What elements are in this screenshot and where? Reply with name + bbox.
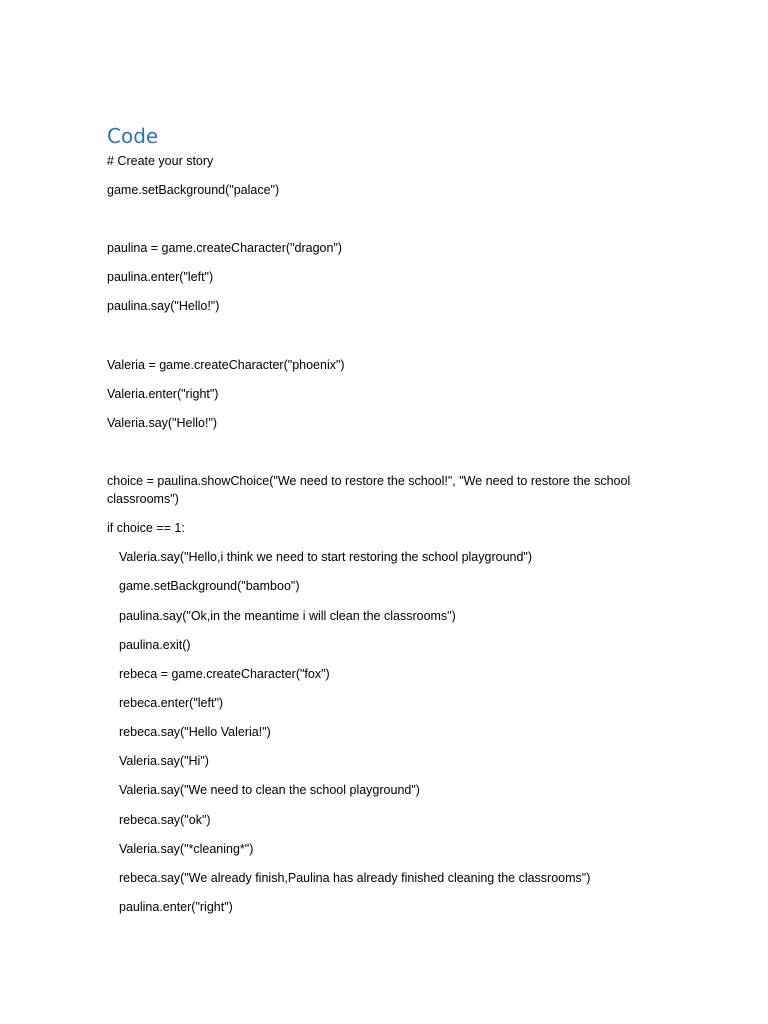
code-line: if choice == 1: bbox=[107, 521, 185, 535]
code-line: choice = paulina.showChoice("We need to restore the school!", "We need to restore the school classrooms") bbox=[107, 474, 631, 506]
code-line: Valeria.say("Hi") bbox=[119, 754, 209, 768]
code-line: paulina.say("Ok,in the meantime i will clean the classrooms") bbox=[119, 609, 456, 623]
code-line: Valeria.say("Hello,i think we need to start restoring the school playground") bbox=[119, 550, 533, 564]
section-heading: Code bbox=[107, 124, 159, 148]
code-line: rebeca.say("Hello Valeria!") bbox=[119, 725, 271, 739]
code-line: paulina.enter("right") bbox=[119, 900, 233, 914]
code-line: game.setBackground("palace") bbox=[107, 183, 280, 197]
code-line: paulina.enter("left") bbox=[107, 270, 214, 284]
code-line: rebeca = game.createCharacter("fox") bbox=[119, 667, 330, 681]
code-line: paulina.say("Hello!") bbox=[107, 299, 220, 313]
code-line: Valeria.say("We need to clean the school playground") bbox=[119, 783, 420, 797]
code-line: Valeria.enter("right") bbox=[107, 387, 219, 401]
code-line: paulina.exit() bbox=[119, 638, 191, 652]
code-line: rebeca.say("We already finish,Paulina has already finished cleaning the classrooms") bbox=[119, 871, 591, 885]
code-line: Valeria = game.createCharacter("phoenix") bbox=[107, 358, 345, 372]
code-line: # Create your story bbox=[107, 154, 214, 168]
code-line: rebeca.enter("left") bbox=[119, 696, 224, 710]
code-line: paulina = game.createCharacter("dragon") bbox=[107, 241, 343, 255]
code-line: rebeca.say("ok") bbox=[119, 813, 211, 827]
code-line: Valeria.say("*cleaning*") bbox=[119, 842, 254, 856]
code-line: Valeria.say("Hello!") bbox=[107, 416, 218, 430]
code-line: game.setBackground("bamboo") bbox=[119, 579, 300, 593]
